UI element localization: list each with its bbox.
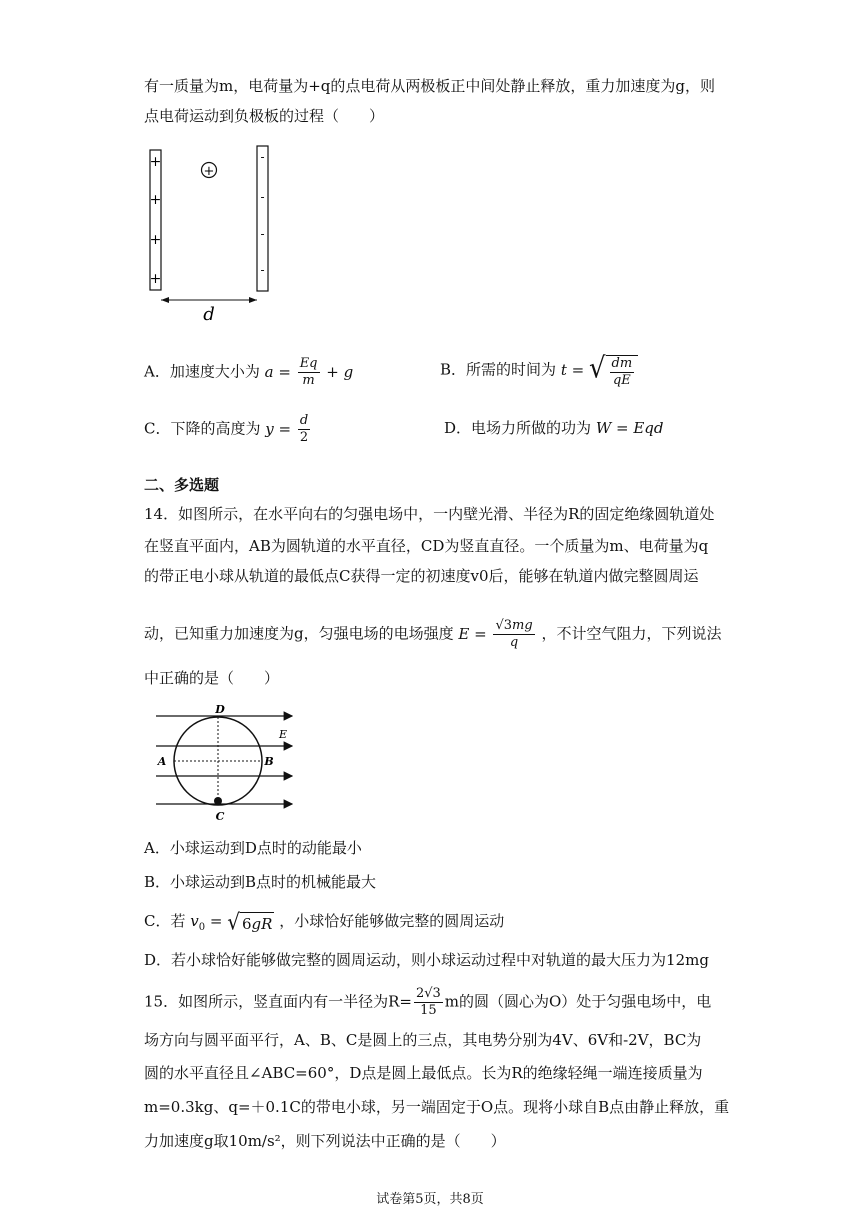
- minus-sign: -: [260, 150, 265, 164]
- q14-line-3: 的带正电小球从轨道的最低点C获得一定的初速度v0后，能够在轨道内做完整圆周运: [144, 567, 699, 585]
- ball: [214, 797, 222, 805]
- q14-option-c: C．若 $v_0$ = √ 6 gR ，小球恰好能够做完整的圆周运动: [144, 908, 505, 936]
- q13-capacitor-figure: [140, 140, 290, 325]
- q14-option-b: B．小球运动到B点时的机械能最大: [144, 873, 377, 891]
- q14-line-2: 在竖直平面内，AB为圆轨道的水平直径，CD为竖直直径。一个质量为m、电荷量为q: [144, 537, 709, 555]
- plus-sign: +: [149, 192, 162, 208]
- q15-line-5: 力加速度g取10m/s²，则下列说法中正确的是（ ）: [144, 1132, 506, 1150]
- section-title: 二、多选题: [144, 476, 220, 494]
- formula-a: a = $\frac{Eq}{m}$ + g: [264, 356, 354, 388]
- point-charge-sign: +: [203, 164, 215, 179]
- q15-line-4: m=0.3kg、q=＋0.1C的带电小球，另一端固定于O点。现将小球自B点由静止释放，重: [144, 1098, 730, 1116]
- q13-option-b: B．所需的时间为 t = √ $\frac{dm}{qE}$: [440, 352, 638, 389]
- q15-line-1: 15．如图所示，竖直面内有一半径为R= $\frac{2√3}{15}$ m的圆（圆心为O）处于匀强电场中，电: [144, 986, 712, 1018]
- formula-c: y = $\frac{d}{2}$: [265, 413, 309, 445]
- q13-option-d: D．电场力所做的功为 W = Eqd: [444, 419, 664, 437]
- velocity-formula: $v_0$ = √ 6 gR: [190, 908, 273, 936]
- radius-formula: $\frac{2√3}{15}$: [415, 986, 441, 1018]
- q14-option-a: A．小球运动到D点时的动能最小: [144, 839, 362, 857]
- plus-sign: +: [149, 232, 162, 248]
- formula-d: W = Eqd: [595, 419, 664, 437]
- q15-line-3: 圆的水平直径且∠ABC=60°，D点是圆上最低点。长为R的绝缘轻绳一端连接质量为: [144, 1064, 703, 1082]
- q13-line-1: 有一质量为m，电荷量为+q的点电荷从两极板正中间处静止释放，重力加速度为g，则: [144, 77, 715, 95]
- field-strength-formula: E = $\frac{√3mg}{q}$: [458, 618, 533, 650]
- q13-line-2: 点电荷运动到负极板的过程（ ）: [144, 107, 385, 125]
- q14-line-4: 动，已知重力加速度为g，匀强电场的电场强度 E = $\frac{√3mg}{q}$ ，不计空气阻力，下列说法: [144, 618, 722, 650]
- page-footer: 试卷第5页，共8页: [376, 1192, 484, 1207]
- q14-line-5: 中正确的是（ ）: [144, 669, 280, 687]
- q14-line-1: 14．如图所示，在水平向右的匀强电场中，一内壁光滑、半径为R的固定绝缘圆轨道处: [144, 505, 715, 523]
- svg-text:B: B: [264, 755, 274, 768]
- q13-option-c: C．下降的高度为 y = $\frac{d}{2}$: [144, 413, 312, 446]
- formula-b: t = √ $\frac{dm}{qE}$: [561, 361, 638, 379]
- q15-line-2: 场方向与圆平面平行，A、B、C是圆上的三点，其电势分别为4V、6V和-2V，BC为: [144, 1031, 702, 1049]
- minus-sign: -: [260, 190, 265, 204]
- svg-text:C: C: [215, 810, 225, 823]
- svg-text:D: D: [215, 703, 225, 716]
- q14-option-d: D．若小球恰好能够做完整的圆周运动，则小球运动过程中对轨道的最大压力为12mg: [144, 951, 709, 969]
- plus-sign: +: [149, 271, 162, 287]
- q14-circle-track-figure: [150, 700, 305, 825]
- svg-text:E: E: [278, 728, 288, 741]
- svg-text:A: A: [157, 755, 167, 768]
- q13-option-a: A．加速度大小为 a = $\frac{Eq}{m}$ + g: [144, 356, 354, 388]
- distance-label: d: [203, 304, 215, 325]
- plus-sign: +: [149, 154, 162, 170]
- minus-sign: -: [260, 227, 265, 241]
- minus-sign: -: [260, 263, 265, 277]
